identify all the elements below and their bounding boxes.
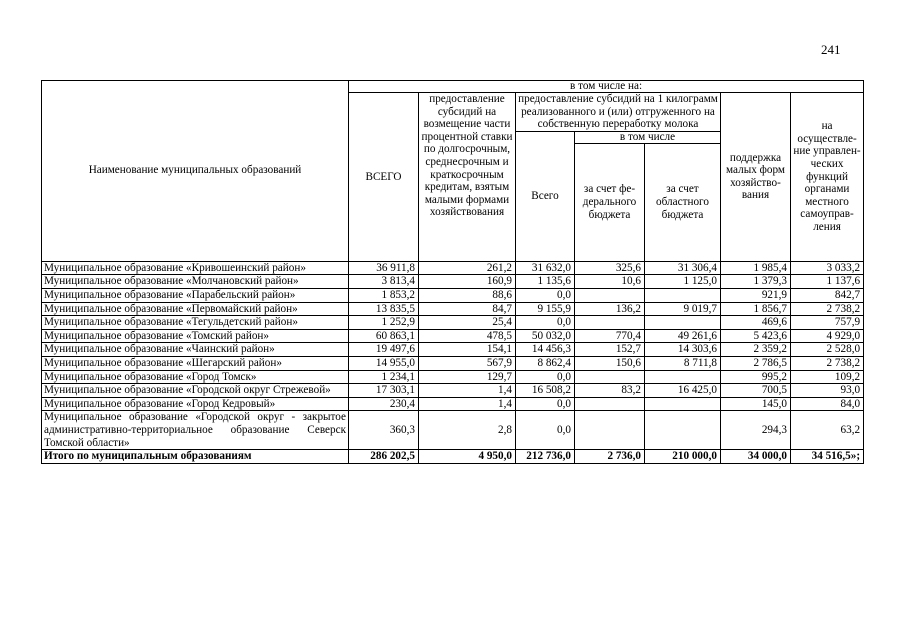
cell-regional: 31 306,4: [645, 261, 721, 275]
cell-total: 360,3: [349, 411, 419, 450]
cell-federal: [575, 288, 645, 302]
cell-small-forms: 469,6: [721, 316, 791, 330]
row-name: Муниципальное образование «Томский район»: [42, 329, 349, 343]
total-interest: 4 950,0: [419, 450, 516, 464]
cell-total: 14 955,0: [349, 356, 419, 370]
total-all: 286 202,5: [349, 450, 419, 464]
cell-federal: 136,2: [575, 302, 645, 316]
cell-total: 36 911,8: [349, 261, 419, 275]
cell-small-forms: 995,2: [721, 370, 791, 384]
header-small-forms: поддержка малых форм хозяйство-вания: [721, 93, 791, 262]
row-name: Муниципальное образование «Городской округ - закрытое административно-территориальное образование Северск Томской области»: [42, 411, 349, 450]
cell-management: 2 738,2: [791, 356, 864, 370]
cell-small-forms: 294,3: [721, 411, 791, 450]
cell-management: 757,9: [791, 316, 864, 330]
cell-regional: [645, 288, 721, 302]
cell-total: 60 863,1: [349, 329, 419, 343]
cell-small-forms: 700,5: [721, 384, 791, 398]
cell-regional: 1 125,0: [645, 275, 721, 289]
cell-federal: 770,4: [575, 329, 645, 343]
row-name: Муниципальное образование «Молчановский район»: [42, 275, 349, 289]
cell-management: 2 738,2: [791, 302, 864, 316]
cell-regional: 16 425,0: [645, 384, 721, 398]
cell-milk-total: 50 032,0: [516, 329, 575, 343]
cell-regional: 49 261,6: [645, 329, 721, 343]
cell-small-forms: 1 379,3: [721, 275, 791, 289]
cell-management: 842,7: [791, 288, 864, 302]
cell-small-forms: 5 423,6: [721, 329, 791, 343]
table-row: [42, 343, 864, 357]
cell-management: 1 137,6: [791, 275, 864, 289]
cell-interest: 129,7: [419, 370, 516, 384]
cell-federal: [575, 316, 645, 330]
cell-management: 63,2: [791, 411, 864, 450]
cell-federal: [575, 397, 645, 411]
cell-management: 4 929,0: [791, 329, 864, 343]
cell-total: 17 303,1: [349, 384, 419, 398]
cell-milk-total: 14 456,3: [516, 343, 575, 357]
cell-total: 3 813,4: [349, 275, 419, 289]
table-row: [42, 316, 864, 330]
header-including: в том числе: [575, 131, 721, 143]
row-name: Муниципальное образование «Тегульдетский район»: [42, 316, 349, 330]
header-including-on: в том числе на:: [349, 81, 864, 93]
cell-small-forms: 2 786,5: [721, 356, 791, 370]
row-name: Муниципальное образование «Городской округ Стрежевой»: [42, 384, 349, 398]
totals-row: [42, 450, 864, 464]
cell-federal: 83,2: [575, 384, 645, 398]
cell-federal: 325,6: [575, 261, 645, 275]
cell-interest: 567,9: [419, 356, 516, 370]
cell-total: 1 853,2: [349, 288, 419, 302]
cell-interest: 1,4: [419, 397, 516, 411]
row-name: Муниципальное образование «Парабельский район»: [42, 288, 349, 302]
cell-milk-total: 0,0: [516, 397, 575, 411]
cell-total: 1 234,1: [349, 370, 419, 384]
cell-small-forms: 2 359,2: [721, 343, 791, 357]
row-name: Муниципальное образование «Первомайский район»: [42, 302, 349, 316]
cell-regional: [645, 316, 721, 330]
table-row: [42, 411, 864, 450]
cell-milk-total: 0,0: [516, 288, 575, 302]
total-milk: 212 736,0: [516, 450, 575, 464]
page-number: 241: [821, 42, 841, 57]
cell-interest: 154,1: [419, 343, 516, 357]
cell-interest: 25,4: [419, 316, 516, 330]
cell-management: 84,0: [791, 397, 864, 411]
header-interest-rate: предоставление субсидий на возмещение части процентной ставки по долгосрочным, среднесрочным и краткосрочным кредитам, взятым малыми формами хозяйствования: [419, 93, 516, 262]
cell-federal: 10,6: [575, 275, 645, 289]
cell-management: 93,0: [791, 384, 864, 398]
cell-regional: 8 711,8: [645, 356, 721, 370]
cell-management: 3 033,2: [791, 261, 864, 275]
cell-milk-total: 8 862,4: [516, 356, 575, 370]
cell-interest: 478,5: [419, 329, 516, 343]
cell-regional: [645, 370, 721, 384]
cell-federal: 152,7: [575, 343, 645, 357]
cell-total: 1 252,9: [349, 316, 419, 330]
cell-interest: 84,7: [419, 302, 516, 316]
cell-interest: 160,9: [419, 275, 516, 289]
cell-milk-total: 9 155,9: [516, 302, 575, 316]
table-row: [42, 261, 864, 275]
subsidy-table: [41, 80, 864, 464]
header-name-column: Наименование муниципальных образований: [42, 81, 349, 262]
cell-small-forms: 921,9: [721, 288, 791, 302]
table-row: [42, 329, 864, 343]
table-row: [42, 302, 864, 316]
cell-federal: [575, 370, 645, 384]
total-small-forms: 34 000,0: [721, 450, 791, 464]
total-management: 34 516,5»;: [791, 450, 864, 464]
table-row: [42, 370, 864, 384]
cell-milk-total: 0,0: [516, 370, 575, 384]
cell-regional: 9 019,7: [645, 302, 721, 316]
cell-regional: [645, 411, 721, 450]
cell-federal: [575, 411, 645, 450]
total-regional: 210 000,0: [645, 450, 721, 464]
table-row: [42, 288, 864, 302]
cell-small-forms: 145,0: [721, 397, 791, 411]
header-federal: за счет фе-дерального бюджета: [575, 143, 645, 261]
cell-management: 2 528,0: [791, 343, 864, 357]
cell-milk-total: 1 135,6: [516, 275, 575, 289]
row-name: Муниципальное образование «Город Кедровый»: [42, 397, 349, 411]
row-name: Муниципальное образование «Кривошеинский район»: [42, 261, 349, 275]
cell-milk-total: 0,0: [516, 411, 575, 450]
cell-milk-total: 31 632,0: [516, 261, 575, 275]
cell-small-forms: 1 856,7: [721, 302, 791, 316]
header-regional: за счет областного бюджета: [645, 143, 721, 261]
cell-interest: 261,2: [419, 261, 516, 275]
totals-label: Итого по муниципальным образованиям: [42, 450, 349, 464]
header-total: ВСЕГО: [349, 93, 419, 262]
total-federal: 2 736,0: [575, 450, 645, 464]
cell-total: 230,4: [349, 397, 419, 411]
table-row: [42, 384, 864, 398]
cell-milk-total: 0,0: [516, 316, 575, 330]
table-row: [42, 356, 864, 370]
cell-federal: 150,6: [575, 356, 645, 370]
row-name: Муниципальное образование «Чаинский район»: [42, 343, 349, 357]
row-name: Муниципальное образование «Город Томск»: [42, 370, 349, 384]
table-row: [42, 397, 864, 411]
table-row: [42, 275, 864, 289]
cell-small-forms: 1 985,4: [721, 261, 791, 275]
row-name: Муниципальное образование «Шегарский район»: [42, 356, 349, 370]
header-milk-total: Всего: [516, 131, 575, 261]
cell-total: 13 835,5: [349, 302, 419, 316]
header-management: на осуществле-ние управлен-ческих функций органами местного самоуправ-ления: [791, 93, 864, 262]
cell-interest: 1,4: [419, 384, 516, 398]
cell-regional: [645, 397, 721, 411]
cell-milk-total: 16 508,2: [516, 384, 575, 398]
cell-total: 19 497,6: [349, 343, 419, 357]
cell-management: 109,2: [791, 370, 864, 384]
header-milk-subsidy: предоставление субсидий на 1 килограмм реализованного и (или) отгруженного на собственную переработку молока: [516, 93, 721, 132]
cell-interest: 88,6: [419, 288, 516, 302]
cell-interest: 2,8: [419, 411, 516, 450]
cell-regional: 14 303,6: [645, 343, 721, 357]
